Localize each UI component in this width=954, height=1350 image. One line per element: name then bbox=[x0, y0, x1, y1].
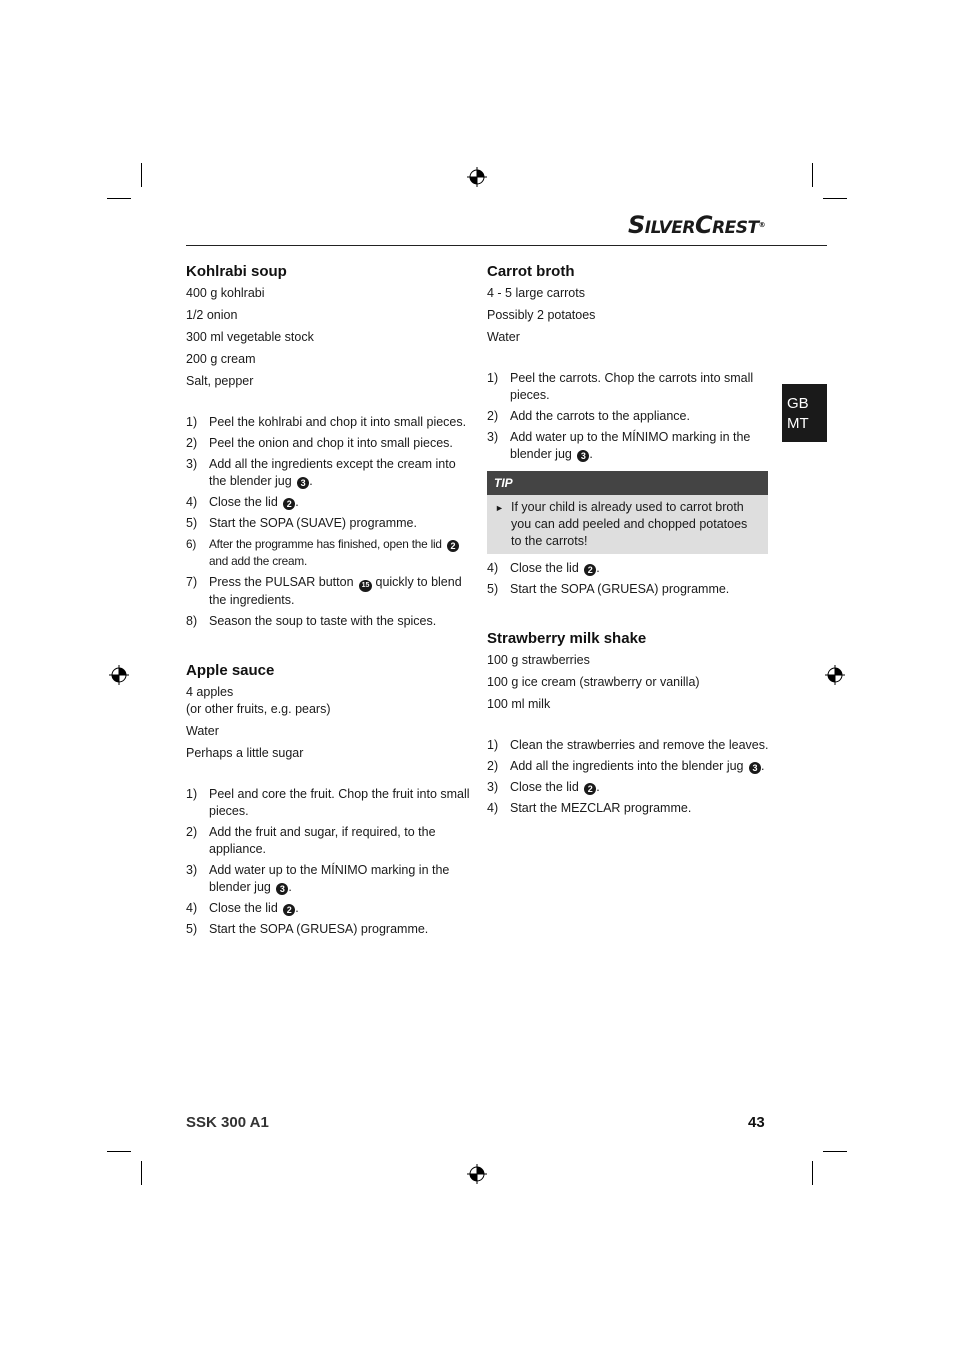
recipe-title: Carrot broth bbox=[487, 263, 575, 280]
step-number: 8) bbox=[186, 614, 198, 628]
part-ref-badge: 3 bbox=[297, 477, 309, 489]
bullet-arrow-icon: ► bbox=[495, 503, 504, 513]
registration-mark-icon bbox=[467, 1164, 487, 1184]
tip-box bbox=[487, 471, 768, 554]
step-number: 4) bbox=[487, 561, 499, 575]
crop-mark bbox=[141, 1161, 142, 1185]
recipe-title: Apple sauce bbox=[186, 662, 275, 679]
step-item bbox=[186, 414, 471, 431]
step-text-suffix: . bbox=[596, 780, 600, 794]
step-list bbox=[487, 370, 772, 463]
tip-label: TIP bbox=[487, 471, 768, 495]
tip-body bbox=[487, 495, 768, 554]
step-list bbox=[186, 786, 471, 938]
ingredient-list bbox=[186, 285, 471, 390]
step-item bbox=[487, 370, 772, 404]
step-item bbox=[487, 737, 772, 754]
ingredient-list bbox=[487, 285, 772, 346]
step-text: Close the lid bbox=[209, 495, 278, 509]
right-column bbox=[487, 262, 772, 821]
crop-mark bbox=[812, 163, 813, 187]
step-item bbox=[186, 862, 471, 896]
part-ref-badge: 2 bbox=[447, 540, 459, 552]
ingredient: 300 ml vegetable stock bbox=[186, 330, 314, 344]
step-item bbox=[186, 786, 471, 820]
step-number: 3) bbox=[487, 430, 499, 444]
step-number: 7) bbox=[186, 575, 198, 589]
step-item bbox=[186, 824, 471, 858]
ingredient: 4 - 5 large carrots bbox=[487, 286, 585, 300]
step-text: After the programme has finished, open the lid bbox=[209, 537, 442, 551]
step-number: 5) bbox=[487, 582, 499, 596]
ingredient: 4 apples bbox=[186, 685, 234, 699]
ingredient-list bbox=[186, 684, 471, 762]
step-item bbox=[487, 429, 772, 463]
language-tab bbox=[782, 384, 827, 442]
step-text: Start the MEZCLAR programme. bbox=[510, 801, 692, 815]
part-ref-badge: 15 bbox=[359, 580, 372, 592]
step-text: Add water up to the MÍNIMO marking in the blender jug bbox=[510, 430, 751, 461]
ingredient: 200 g cream bbox=[186, 352, 256, 366]
step-text-suffix: and add the cream. bbox=[209, 554, 308, 568]
step-text-suffix: quickly to blend the ingredients. bbox=[209, 575, 462, 607]
step-item bbox=[186, 435, 471, 452]
ingredient: 100 ml milk bbox=[487, 697, 551, 711]
step-text: Season the soup to taste with the spices. bbox=[209, 614, 437, 628]
step-text: Start the SOPA (GRUESA) programme. bbox=[209, 922, 429, 936]
brand-logo-text: SilverCrest bbox=[628, 211, 759, 239]
step-text: Peel the onion and chop it into small pieces. bbox=[209, 436, 453, 450]
step-number: 3) bbox=[186, 457, 198, 471]
step-item bbox=[487, 560, 772, 577]
step-text: Add all the ingredients except the cream into the blender jug bbox=[209, 457, 456, 488]
step-item bbox=[186, 515, 471, 532]
recipe-apple-sauce bbox=[186, 661, 471, 938]
step-text: Close the lid bbox=[510, 561, 579, 575]
registration-mark-icon bbox=[825, 665, 845, 685]
step-list bbox=[487, 560, 772, 598]
part-ref-badge: 2 bbox=[283, 498, 295, 510]
crop-mark bbox=[823, 198, 847, 199]
ingredient: (or other fruits, e.g. pears) bbox=[186, 702, 331, 716]
step-number: 2) bbox=[487, 759, 499, 773]
step-item bbox=[186, 921, 471, 938]
step-text-suffix: . bbox=[309, 474, 313, 488]
recipe-kohlrabi-soup bbox=[186, 262, 471, 630]
step-text: Add all the ingredients into the blender jug bbox=[510, 759, 744, 773]
crop-mark bbox=[812, 1161, 813, 1185]
step-text-suffix: . bbox=[760, 759, 765, 773]
step-text: Close the lid bbox=[209, 901, 278, 915]
step-item bbox=[186, 494, 471, 511]
step-text-suffix: . bbox=[596, 561, 600, 575]
step-item bbox=[487, 581, 772, 598]
step-number: 1) bbox=[186, 787, 198, 801]
step-number: 2) bbox=[186, 825, 198, 839]
step-text: Add water up to the MÍNIMO marking in the blender jug bbox=[209, 863, 450, 894]
crop-mark bbox=[107, 198, 131, 199]
registered-mark: ® bbox=[758, 221, 766, 229]
recipe-title: Strawberry milk shake bbox=[487, 630, 647, 647]
step-text: Peel and core the fruit. Chop the fruit into small pieces. bbox=[209, 787, 470, 818]
step-text-suffix: . bbox=[295, 901, 299, 915]
step-number: 4) bbox=[487, 801, 499, 815]
language-code: MT bbox=[787, 415, 809, 432]
step-item bbox=[487, 408, 772, 425]
step-list bbox=[186, 414, 471, 630]
step-item bbox=[186, 536, 471, 570]
step-number: 4) bbox=[186, 495, 198, 509]
step-number: 1) bbox=[487, 371, 499, 385]
header-rule bbox=[186, 245, 827, 246]
step-text: Clean the strawberries and remove the leaves. bbox=[510, 738, 769, 752]
registration-mark-icon bbox=[467, 167, 487, 187]
step-number: 5) bbox=[186, 922, 198, 936]
step-number: 1) bbox=[186, 415, 198, 429]
step-number: 3) bbox=[186, 863, 198, 877]
step-number: 6) bbox=[186, 537, 197, 551]
step-item bbox=[487, 779, 772, 796]
recipe-title: Kohlrabi soup bbox=[186, 263, 287, 280]
crop-mark bbox=[141, 163, 142, 187]
step-text-suffix: . bbox=[589, 447, 593, 461]
ingredient: 1/2 onion bbox=[186, 308, 238, 322]
recipe-carrot-broth bbox=[487, 262, 772, 598]
step-text: Press the PULSAR button bbox=[209, 575, 354, 589]
step-text-suffix: . bbox=[288, 880, 292, 894]
step-text: Start the SOPA (GRUESA) programme. bbox=[510, 582, 730, 596]
tip-text: If your child is already used to carrot broth you can add peeled and chopped potatoes to the carrots! bbox=[511, 500, 748, 548]
ingredient: 400 g kohlrabi bbox=[186, 286, 265, 300]
step-item bbox=[186, 456, 471, 490]
step-item bbox=[186, 900, 471, 917]
step-text: Peel the kohlrabi and chop it into small pieces. bbox=[209, 415, 467, 429]
step-number: 3) bbox=[487, 780, 499, 794]
step-number: 1) bbox=[487, 738, 499, 752]
step-text: Start the SOPA (SUAVE) programme. bbox=[209, 516, 417, 530]
ingredient: Water bbox=[186, 724, 219, 738]
ingredient: Salt, pepper bbox=[186, 374, 254, 388]
step-text: Add the fruit and sugar, if required, to the appliance. bbox=[209, 825, 436, 856]
registration-mark-icon bbox=[109, 665, 129, 685]
step-list bbox=[487, 737, 772, 817]
step-item bbox=[186, 574, 471, 609]
ingredient: Water bbox=[487, 330, 520, 344]
ingredient: 100 g strawberries bbox=[487, 653, 590, 667]
step-number: 5) bbox=[186, 516, 198, 530]
ingredient: Possibly 2 potatoes bbox=[487, 308, 596, 322]
ingredient-list bbox=[487, 652, 772, 713]
part-ref-badge: 3 bbox=[749, 762, 761, 774]
page-number: 43 bbox=[748, 1114, 765, 1131]
step-number: 2) bbox=[186, 436, 198, 450]
footer-model: SSK 300 A1 bbox=[186, 1114, 269, 1131]
part-ref-badge: 3 bbox=[276, 883, 288, 895]
part-ref-badge: 3 bbox=[577, 450, 589, 462]
step-text: Add the carrots to the appliance. bbox=[510, 409, 690, 423]
ingredient: Perhaps a little sugar bbox=[186, 746, 304, 760]
step-text: Close the lid bbox=[510, 780, 579, 794]
step-number: 2) bbox=[487, 409, 499, 423]
ingredient: 100 g ice cream (strawberry or vanilla) bbox=[487, 675, 700, 689]
step-text: Peel the carrots. Chop the carrots into small pieces. bbox=[510, 371, 754, 402]
step-item bbox=[487, 800, 772, 817]
crop-mark bbox=[107, 1151, 131, 1152]
step-text-suffix: . bbox=[295, 495, 299, 509]
crop-mark bbox=[823, 1151, 847, 1152]
recipe-strawberry-milk-shake bbox=[487, 629, 772, 817]
part-ref-badge: 2 bbox=[584, 564, 596, 576]
left-column bbox=[186, 262, 471, 942]
part-ref-badge: 2 bbox=[283, 904, 295, 916]
step-item bbox=[487, 758, 772, 775]
part-ref-badge: 2 bbox=[584, 783, 596, 795]
language-code: GB bbox=[787, 395, 809, 412]
brand-logo bbox=[628, 212, 770, 238]
step-number: 4) bbox=[186, 901, 198, 915]
step-item bbox=[186, 613, 471, 630]
